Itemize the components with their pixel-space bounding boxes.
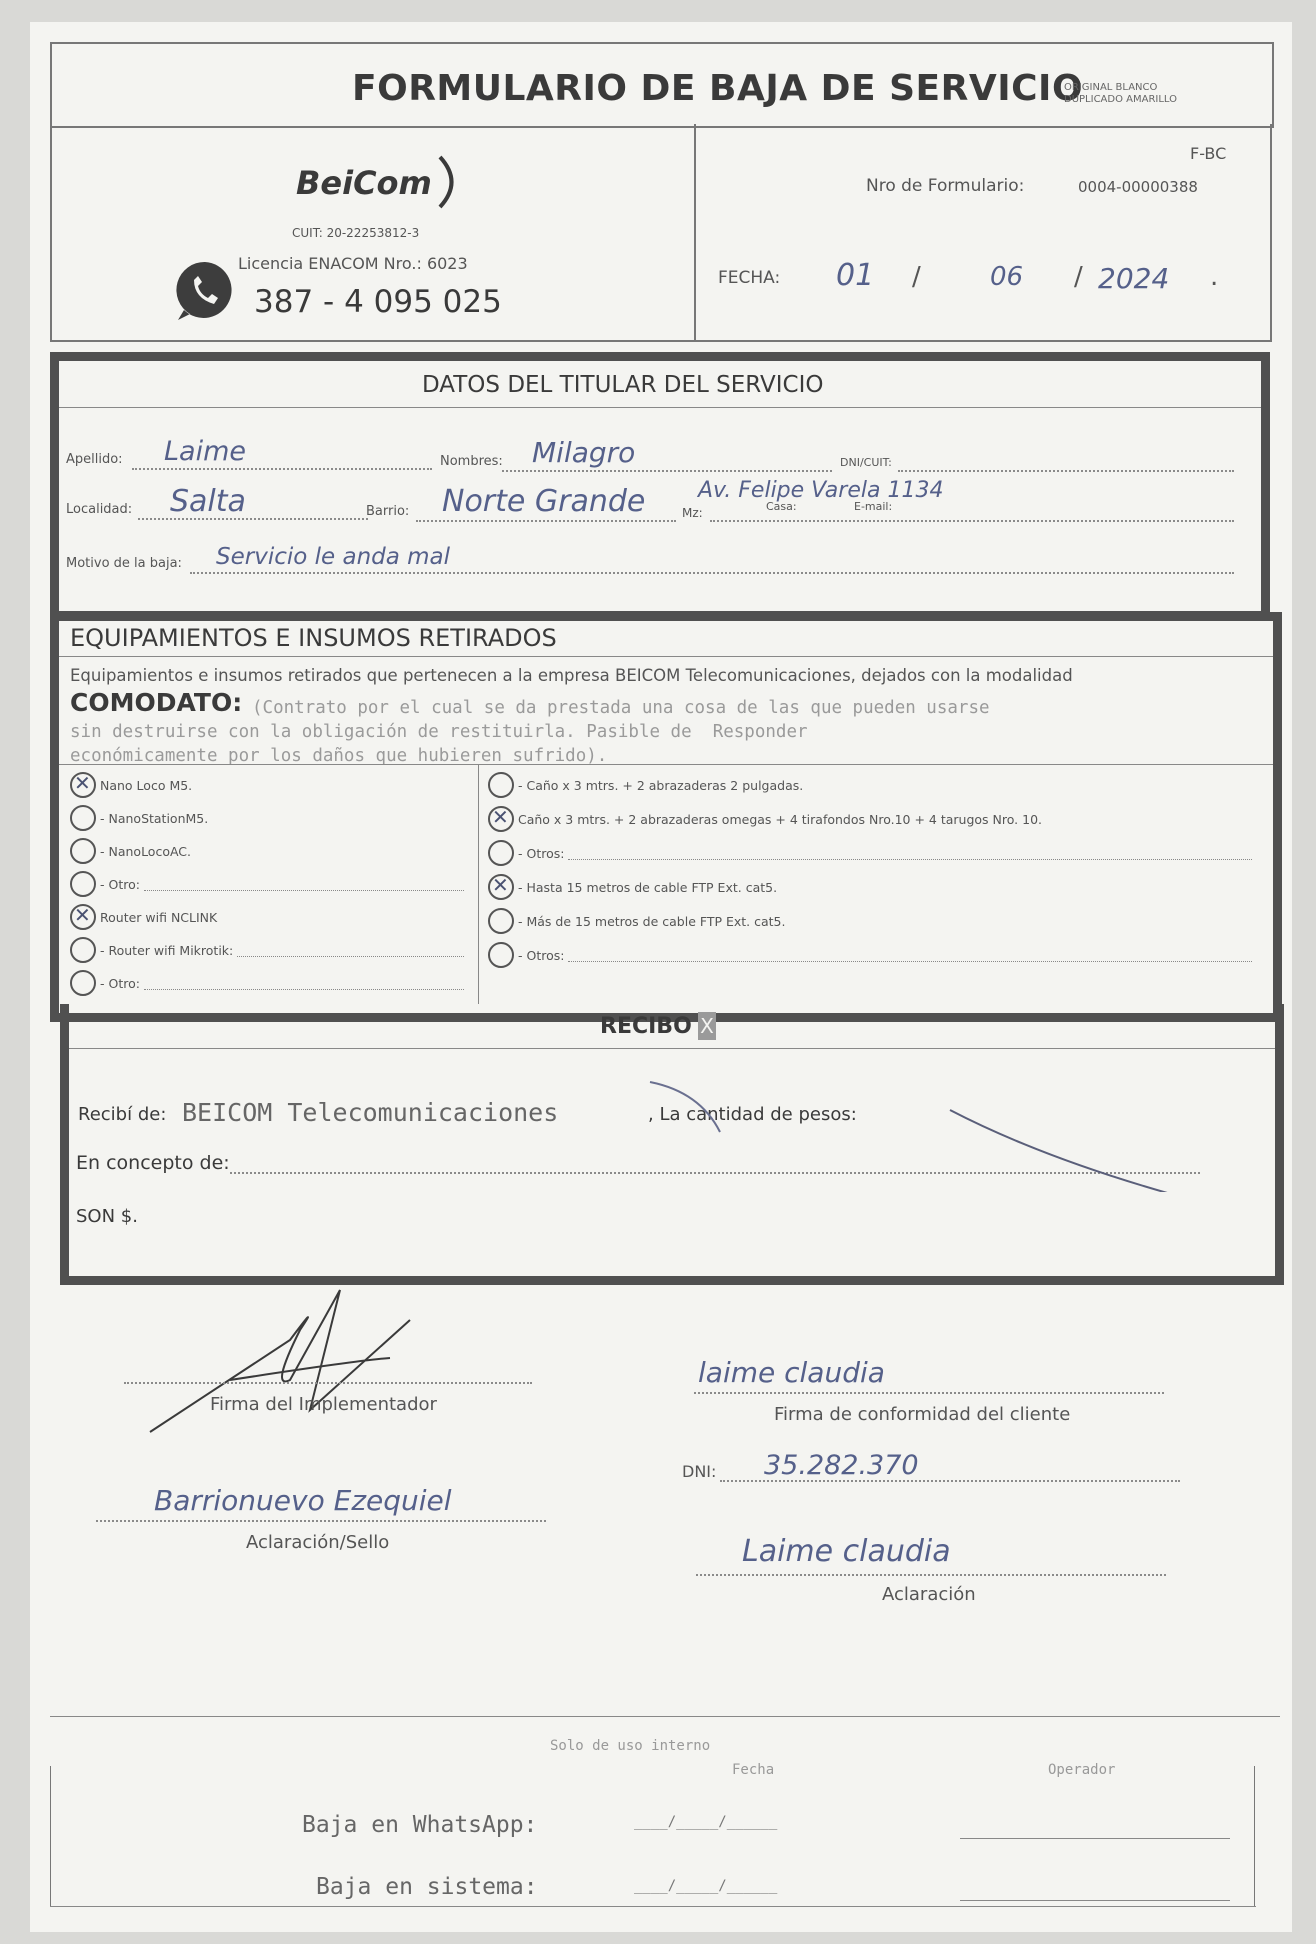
aclaracion-value: Laime claudia	[742, 1534, 951, 1569]
recibo-mark: X	[698, 1012, 716, 1040]
cantidad-label: , La cantidad de pesos:	[648, 1104, 857, 1125]
items-top-divider	[59, 764, 1273, 765]
casa-label: Casa:	[766, 500, 797, 513]
empty-circle-icon[interactable]	[70, 838, 96, 864]
nro-formulario-label: Nro de Formulario:	[866, 176, 1025, 196]
localidad-value: Salta	[170, 484, 246, 519]
left-item	[70, 772, 464, 798]
aclaracion-label: Aclaración	[882, 1584, 976, 1605]
nro-formulario-value: 0004-00000388	[1078, 178, 1198, 196]
motivo-line	[190, 572, 1234, 574]
apellido-line	[132, 468, 432, 470]
left-item	[70, 838, 464, 864]
empty-circle-icon[interactable]	[488, 772, 514, 798]
left-item-label: Router wifi NCLINK	[100, 909, 218, 925]
aclaracion-line	[696, 1574, 1166, 1576]
company-licencia: Licencia ENACOM Nro.: 6023	[238, 254, 468, 273]
apellido-label: Apellido:	[66, 452, 123, 467]
right-item	[488, 806, 1252, 832]
left-item	[70, 805, 464, 831]
company-phone: 387 - 4 095 025	[254, 284, 502, 320]
email-label: E-mail:	[854, 500, 893, 513]
cliente-line	[694, 1392, 1164, 1394]
implementador-line	[124, 1382, 532, 1384]
right-item-label: - Hasta 15 metros de cable FTP Ext. cat5.	[518, 879, 778, 895]
mz-label: Mz:	[682, 506, 703, 520]
whatsapp-icon	[172, 258, 238, 324]
baja-sistema-label: Baja en sistema:	[316, 1874, 538, 1900]
cliente-firma: laime claudia	[698, 1356, 885, 1389]
checked-circle-icon[interactable]	[488, 874, 514, 900]
motivo-label: Motivo de la baja:	[66, 556, 182, 571]
right-item	[488, 942, 1252, 968]
recibo-strike-marks	[630, 1052, 1250, 1192]
empty-circle-icon[interactable]	[70, 970, 96, 996]
right-item-fill-line	[568, 949, 1252, 962]
company-cuit: CUIT: 20-22253812-3	[292, 226, 420, 240]
empty-circle-icon[interactable]	[70, 871, 96, 897]
fecha-day: 01	[836, 258, 875, 293]
empty-circle-icon[interactable]	[488, 908, 514, 934]
checked-circle-icon[interactable]	[488, 806, 514, 832]
motivo-value: Servicio le anda mal	[216, 544, 451, 570]
recibi-label: Recibí de:	[78, 1104, 167, 1125]
recibo-title: RECIBO	[600, 1014, 692, 1039]
left-item-label: - NanoLocoAC.	[100, 843, 192, 859]
left-item-fill-line	[144, 878, 464, 891]
baja-whatsapp-operador-line	[960, 1838, 1230, 1839]
left-item-label: - Otro:	[100, 975, 140, 991]
recibo-title-divider	[69, 1048, 1275, 1049]
equipamientos-title: EQUIPAMIENTOS E INSUMOS RETIRADOS	[70, 624, 557, 652]
left-item-fill-line	[144, 977, 464, 990]
dni-firma-label: DNI:	[682, 1462, 717, 1481]
form-title: FORMULARIO DE BAJA DE SERVICIO	[352, 68, 1084, 109]
aclaracion-sello-line	[96, 1520, 546, 1522]
localidad-label: Localidad:	[66, 502, 133, 517]
right-item-label: - Otros:	[518, 947, 565, 963]
fecha-label: FECHA:	[718, 268, 781, 288]
recibi-value: BEICOM Telecomunicaciones	[182, 1098, 559, 1127]
aclaracion-sello-value: Barrionuevo Ezequiel	[154, 1484, 452, 1517]
dni-cuit-label: DNI/CUIT:	[840, 456, 892, 469]
implementador-label: Firma del Implementador	[210, 1394, 437, 1415]
right-item-fill-line	[568, 847, 1252, 860]
right-items-list	[488, 766, 1258, 998]
barrio-value: Norte Grande	[442, 484, 646, 519]
comodato-line-3: económicamente por los daños que hubieren sufrido).	[70, 746, 608, 766]
form-page	[30, 22, 1292, 1932]
interno-operador-col: Operador	[1048, 1762, 1116, 1778]
nombres-label: Nombres:	[440, 454, 503, 469]
barrio-line	[416, 520, 676, 522]
interno-title: Solo de uso interno	[550, 1738, 711, 1754]
barrio-label: Barrio:	[366, 504, 410, 519]
right-item	[488, 772, 1252, 798]
comodato-line-1: (Contrato por el cual se da prestada una cosa de las que pueden usarse	[252, 698, 990, 718]
left-item-label: - Otro:	[100, 876, 140, 892]
right-item-label: - Más de 15 metros de cable FTP Ext. cat5.	[518, 913, 786, 929]
son-label: SON $.	[76, 1206, 138, 1227]
left-item	[70, 871, 464, 897]
dni-firma-value: 35.282.370	[764, 1450, 919, 1481]
titular-title: DATOS DEL TITULAR DEL SERVICIO	[422, 372, 824, 398]
form-info-box	[692, 124, 1272, 342]
copy-notes	[1064, 82, 1177, 106]
interno-left-border	[50, 1766, 51, 1906]
right-item-label: - Caño x 3 mtrs. + 2 abrazaderas 2 pulgadas.	[518, 777, 804, 793]
copy-note-duplicado: DUPLICADO AMARILLO	[1064, 94, 1178, 105]
fecha-month: 06	[990, 262, 1024, 292]
left-item-label: - Router wifi Mikrotik:	[100, 942, 234, 958]
concepto-label: En concepto de:	[76, 1152, 230, 1174]
fecha-year: 2024	[1098, 262, 1170, 295]
left-item-label: - NanoStationM5.	[100, 810, 209, 826]
aclaracion-sello-label: Aclaración/Sello	[246, 1532, 390, 1553]
fecha-tail: .	[1210, 262, 1219, 292]
interno-right-border	[1254, 1766, 1255, 1906]
apellido-value: Laime	[164, 436, 247, 467]
dni-cuit-line	[898, 470, 1234, 472]
company-logo: BeiCom	[296, 164, 432, 202]
baja-whatsapp-fecha: ____/_____/______	[634, 1814, 778, 1830]
checked-circle-icon[interactable]	[70, 904, 96, 930]
comodato-label: COMODATO:	[70, 688, 243, 717]
empty-circle-icon[interactable]	[70, 805, 96, 831]
nombres-line	[502, 470, 832, 472]
left-item-label: Nano Loco M5.	[100, 777, 193, 793]
baja-whatsapp-label: Baja en WhatsApp:	[302, 1812, 538, 1838]
empty-circle-icon[interactable]	[488, 942, 514, 968]
form-code: F-BC	[1190, 144, 1227, 163]
fecha-sep-2: /	[1074, 262, 1083, 292]
cliente-label: Firma de conformidad del cliente	[774, 1404, 1071, 1425]
baja-sistema-fecha: ____/_____/______	[634, 1878, 778, 1894]
right-item	[488, 874, 1252, 900]
baja-sistema-operador-line	[960, 1900, 1230, 1901]
right-item-label: - Otros:	[518, 845, 565, 861]
titular-title-divider	[59, 407, 1261, 408]
comodato-line-2: sin destruirse con la obligación de restituirla. Pasible de Responder	[70, 722, 808, 742]
interno-fecha-col: Fecha	[732, 1762, 775, 1778]
empty-circle-icon[interactable]	[488, 840, 514, 866]
empty-circle-icon[interactable]	[70, 937, 96, 963]
copy-note-original: ORIGINAL BLANCO	[1064, 82, 1158, 93]
nombres-value: Milagro	[532, 436, 636, 469]
logo-swoosh-icon	[435, 152, 465, 212]
right-item	[488, 908, 1252, 934]
left-item	[70, 970, 464, 996]
checked-circle-icon[interactable]	[70, 772, 96, 798]
fecha-sep-1: /	[912, 262, 921, 292]
left-item-fill-line	[237, 944, 464, 957]
right-item	[488, 840, 1252, 866]
equipamientos-description: Equipamientos e insumos retirados que pertenecen a la empresa BEICOM Telecomunicaciones, dejados con la modalidad	[70, 666, 1073, 685]
interno-bottom-line	[50, 1906, 1256, 1907]
equipamientos-title-divider	[59, 656, 1273, 657]
items-column-divider	[478, 764, 479, 1004]
interno-top-line	[50, 1716, 1280, 1717]
direccion-value: Av. Felipe Varela 1134	[698, 478, 944, 503]
left-item	[70, 937, 464, 963]
left-items-list	[70, 766, 470, 998]
mz-casa-email-line	[710, 520, 1234, 522]
right-item-label: Caño x 3 mtrs. + 2 abrazaderas omegas + 4 tirafondos Nro.10 + 4 tarugos Nro. 10.	[518, 811, 1043, 827]
left-item	[70, 904, 464, 930]
